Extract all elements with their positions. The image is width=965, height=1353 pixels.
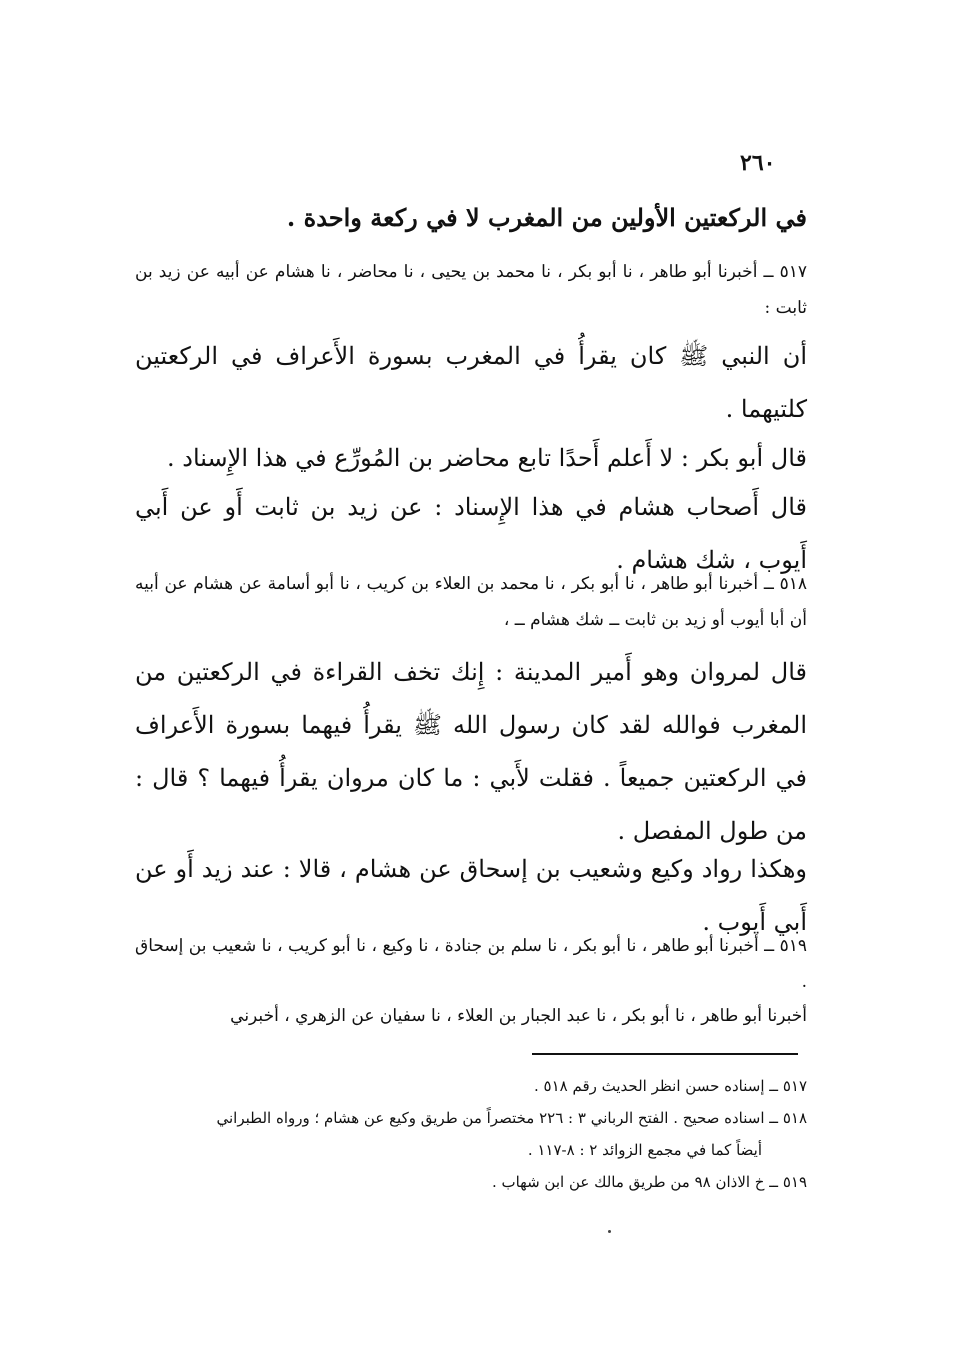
page-number: ٢٦٠ [740, 150, 776, 176]
matn-518: قال لمروان وهو أَمير المدينة : إِنك تخف القراءة في الركعتين من المغرب فوالله لقد كان رسول الله ﷺ يقرأُ فيهما بسورة الأَعراف في الركعتين جميعاً . فقلت لأَبي : ما كان مروان يقرأُ فيهما ؟ قال : من طول المفصل . [135, 658, 807, 845]
footnotes [135, 1070, 807, 1198]
isnad-518: ٥١٨ ــ أخبرنا أبو طاهر ، نا أبو بكر ، نا محمد بن العلاء بن كريب ، نا أبو أسامة عن هشام عن أبيه أن أبا أيوب أو زيد بن ثابت ــ شك هشام ــ ، [135, 574, 807, 630]
comment-waki-shuayb: وهكذا رواد وكيع وشعيب بن إسحاق عن هشام ، قالا : عند زيد أَو عن أَبي أَيوب . [135, 855, 807, 936]
footnote-519: ٥١٩ ــ خ الاذان ٩٨ من طريق مالك عن ابن شهاب . [491, 1173, 807, 1191]
isnad-517: ٥١٧ ــ أخبرنا أبو طاهر ، نا أبو بكر ، نا محمد بن يحيى ، نا محاضر ، نا هشام عن أبيه عن زيد بن ثابت : [135, 262, 807, 318]
footnote-separator [532, 1053, 798, 1055]
footnote-517: ٥١٧ ــ إسناده حسن انظر الحديث رقم ٥١٨ . [533, 1077, 807, 1095]
section-heading: في الركعتين الأولين من المغرب لا في ركعة واحدة . [286, 203, 807, 232]
footnote-518-continued: أيضاً كما في مجمع الزوائد ٢ : ٨-١١٧ . [527, 1141, 762, 1159]
comment-hisham-companions: قال أَصحاب هشام في هذا الإِسناد : عن زيد بن ثابت أَو عن أَبي أَيوب ، شك هشام . [135, 493, 807, 574]
isnad-520: أخبرنا أبو طاهر ، نا أبو بكر ، نا عبد الجبار بن العلاء ، نا سفيان عن الزهري ، أخبرني [230, 1006, 807, 1026]
comment-abu-bakr: قال أبو بكر : لا أَعلم أَحدًا تابع محاضر بن المُورِّع في هذا الإِسناد . [167, 444, 807, 472]
matn-517: أن النبي ﷺ كان يقرأُ في المغرب بسورة الأَعراف في الركعتين كلتيهما . [135, 342, 807, 423]
isnad-519: ٥١٩ ــ أخبرنا أبو طاهر ، نا أبو بكر ، نا سلم بن جنادة ، نا وكيع ، نا أبو كريب ، نا شعيب بن إسحاق . [135, 936, 807, 992]
footnote-518: ٥١٨ ــ اسناده صحيح . الفتح الرباني ٣ : ٢٢٦ مختصراً من طريق وكيع عن هشام ؛ ورواه الطبراني [216, 1109, 807, 1127]
scan-speck [608, 1230, 611, 1233]
